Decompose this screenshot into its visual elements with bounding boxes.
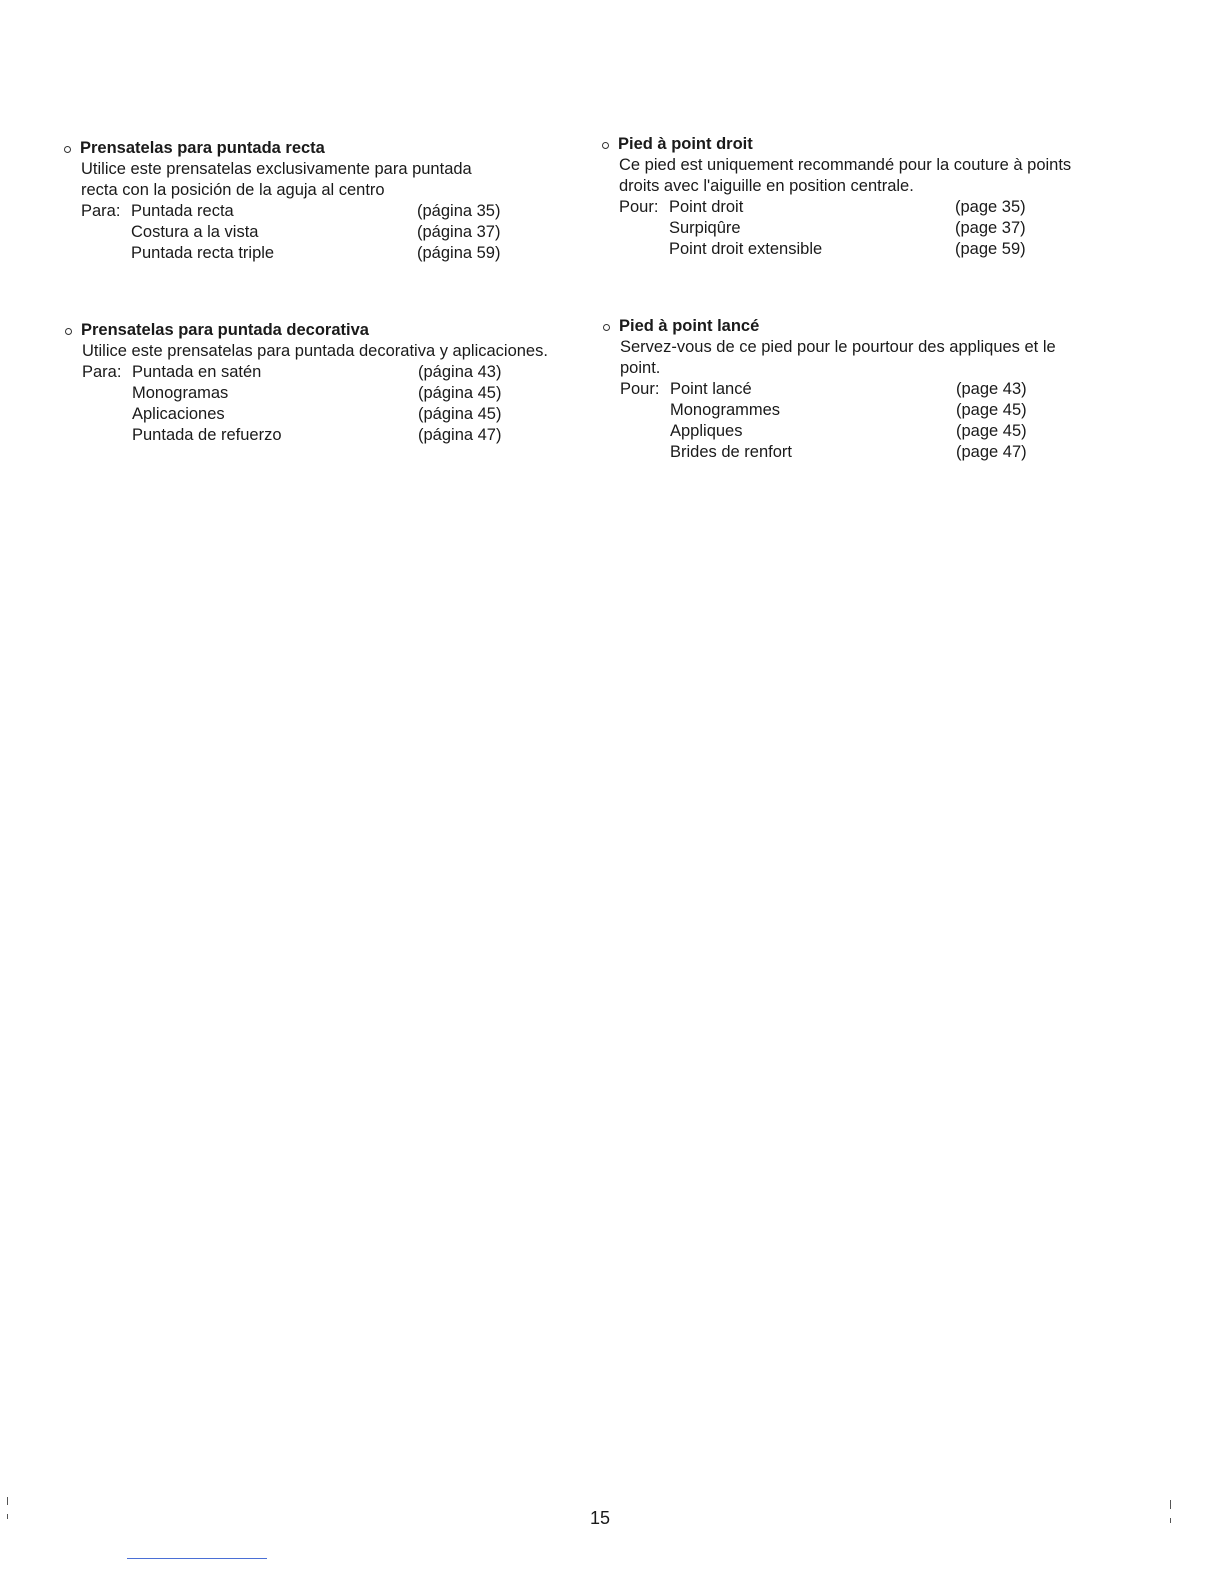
item-name: Puntada de refuerzo	[132, 426, 282, 444]
section-title-text: Pied à point lancé	[619, 317, 760, 335]
page-reference: (página 45)	[418, 384, 502, 402]
item-name: Aplicaciones	[132, 405, 225, 423]
list-item	[82, 404, 585, 425]
section-es-decorative-foot	[65, 320, 585, 446]
bullet-icon	[602, 142, 609, 149]
item-name: Costura a la vista	[131, 223, 259, 241]
page-number: 15	[590, 1508, 611, 1528]
scan-edge-mark-left	[7, 1514, 8, 1519]
bullet-icon	[603, 324, 610, 331]
section-title-text: Prensatelas para puntada decorativa	[81, 321, 369, 339]
list-item	[619, 197, 1122, 218]
item-name: Surpiqûre	[669, 219, 741, 237]
list-item	[620, 421, 1123, 442]
list-item	[82, 425, 585, 446]
page-reference: (página 43)	[418, 363, 502, 381]
scan-edge-mark-right	[1170, 1500, 1171, 1509]
page-reference: (page 59)	[955, 240, 1026, 258]
page-reference: (page 35)	[955, 198, 1026, 216]
section-fr-straight-foot	[602, 134, 1122, 260]
list-item	[619, 239, 1122, 260]
item-name: Point droit extensible	[669, 240, 823, 258]
page-reference: (página 35)	[417, 202, 501, 220]
section-title-text: Prensatelas para puntada recta	[80, 139, 325, 157]
list-label: Pour:	[620, 380, 660, 398]
page-reference: (página 45)	[418, 405, 502, 423]
item-name: Point droit	[669, 198, 744, 216]
page-reference: (page 43)	[956, 380, 1027, 398]
item-name: Puntada recta triple	[131, 244, 275, 262]
list-item	[81, 222, 524, 243]
item-name: Appliques	[670, 422, 743, 440]
section-description: Utilice este prensatelas exclusivamente para puntada recta con la posición de la aguja al centro	[81, 160, 472, 199]
section-title	[65, 320, 585, 341]
item-name: Point lancé	[670, 380, 752, 398]
section-fr-satin-foot	[603, 316, 1123, 463]
list-item	[620, 379, 1123, 400]
list-label: Para:	[81, 202, 121, 220]
list-item	[81, 201, 524, 222]
list-item	[82, 362, 585, 383]
section-title	[603, 316, 1123, 337]
list-label: Pour:	[619, 198, 659, 216]
list-item	[82, 383, 585, 404]
page-reference: (page 45)	[956, 422, 1027, 440]
list-item	[620, 400, 1123, 421]
page-reference: (página 47)	[418, 426, 502, 444]
scan-edge-mark-right	[1170, 1518, 1171, 1523]
item-name: Monogramas	[132, 384, 229, 402]
scan-edge-mark-left	[7, 1497, 8, 1505]
item-name: Brides de renfort	[670, 443, 792, 461]
item-name: Monogrammes	[670, 401, 781, 419]
bullet-icon	[65, 328, 72, 335]
list-item	[620, 442, 1123, 463]
section-title	[64, 138, 524, 159]
page-reference: (page 45)	[956, 401, 1027, 419]
section-description: Servez-vous de ce pied pour le pourtour des appliques et le point.	[620, 338, 1056, 377]
list-item	[81, 243, 524, 264]
list-label: Para:	[82, 363, 122, 381]
item-name: Puntada en satén	[132, 363, 262, 381]
footer-divider	[127, 1558, 267, 1559]
bullet-icon	[64, 146, 71, 153]
page-reference: (página 59)	[417, 244, 501, 262]
section-title	[602, 134, 1122, 155]
section-description: Utilice este prensatelas para puntada decorativa y aplicaciones.	[82, 342, 548, 360]
page-reference: (page 37)	[955, 219, 1026, 237]
section-es-straight-foot	[64, 138, 524, 264]
page-reference: (page 47)	[956, 443, 1027, 461]
item-name: Puntada recta	[131, 202, 234, 220]
section-title-text: Pied à point droit	[618, 135, 753, 153]
list-item	[619, 218, 1122, 239]
section-description: Ce pied est uniquement recommandé pour la couture à points droits avec l'aiguille en position centrale.	[619, 156, 1072, 195]
page-reference: (página 37)	[417, 223, 501, 241]
